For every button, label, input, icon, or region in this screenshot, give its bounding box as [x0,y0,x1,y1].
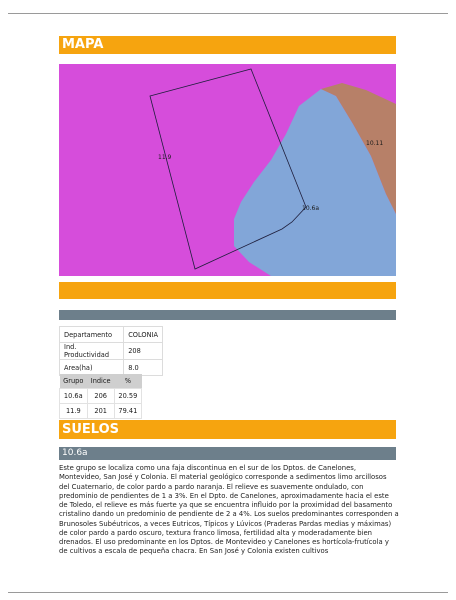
description-line: de cultivos a escala de pequeña chacra. En San José y Colonia existen cultivos [59,547,329,556]
productividad-label: Ind. Productividad [60,343,124,360]
description-line: Este grupo se localiza como una faja discontinua en el sur de los Dptos. de Canelones, [59,464,357,472]
area-label: Area(ha) [60,360,124,376]
index-cell: 206 [87,389,114,404]
description-line: predominio de pendientes de 1 a 3%. En el Dpto. de Canelones, aproximadamente hacia el este [59,491,389,500]
table-row [60,343,163,360]
productividad-value: 208 [124,343,163,360]
description-line: de color pardo a pardo oscuro, textura franco limosa, fertilidad alta y moderadamente bien [59,528,373,537]
percent-header: % [114,374,141,389]
top-rule [8,13,448,14]
soil-map [59,64,396,276]
table-header-row [60,374,142,389]
percent-cell: 20.59 [114,389,141,404]
soil-groups-table [59,374,142,419]
soil-group-header [59,447,396,460]
bottom-rule [8,592,448,593]
table-row [60,404,142,419]
map-label-10-6a: 10.6a [302,205,320,212]
table-row [60,327,163,343]
grupo-header: Grupo [60,374,88,389]
description-line: drenados. El uso predominante en los Dptos. de Montevideo y Canelones es hortícola-frutícola y [59,538,389,546]
map-label-10-11: 10.11 [366,140,384,147]
soils-section-header [59,420,396,439]
map-section-header [59,36,396,54]
index-cell: 201 [87,404,114,419]
departamento-value: COLONIA [124,327,163,343]
parcel-info-table [59,326,163,376]
description-line: Montevideo, San José y Colonia. El material geológico corresponde a sedimentos limo arcillosos [59,473,387,482]
map-label-11-9: 11.9 [158,154,172,161]
map-footer-bar [59,282,396,299]
soils-section-title: SUELOS [62,422,120,437]
departamento-label: Departamento [60,327,124,343]
percent-cell: 79.41 [114,404,141,419]
group-cell: 10.6a [60,389,88,404]
description-line: de Toledo, el relieve es más fuerte ya que se encuentra influido por la proximidad del basamento [59,501,393,509]
description-line: cristalino dando un predominio de pendiente de 2 a 4%. Los suelos predominantes corresponden a [59,510,399,519]
description-line: Brunosoles Subéutricos, a veces Eutricos, Típicos y Lúvicos (Praderas Pardas medias y máximas) [59,519,392,528]
indice-header: Indice [87,374,114,389]
description-line: del Cuaternario, de color pardo a pardo naranja. El relieve es suavemente ondulado, con [59,482,364,491]
map-section-title: MAPA [62,37,104,52]
soil-description [59,464,399,557]
area-value: 8.0 [124,360,163,376]
soil-group-title: 10.6a [62,448,88,458]
table-row [60,389,142,404]
group-cell: 11.9 [60,404,88,419]
map-info-bar [59,310,396,320]
